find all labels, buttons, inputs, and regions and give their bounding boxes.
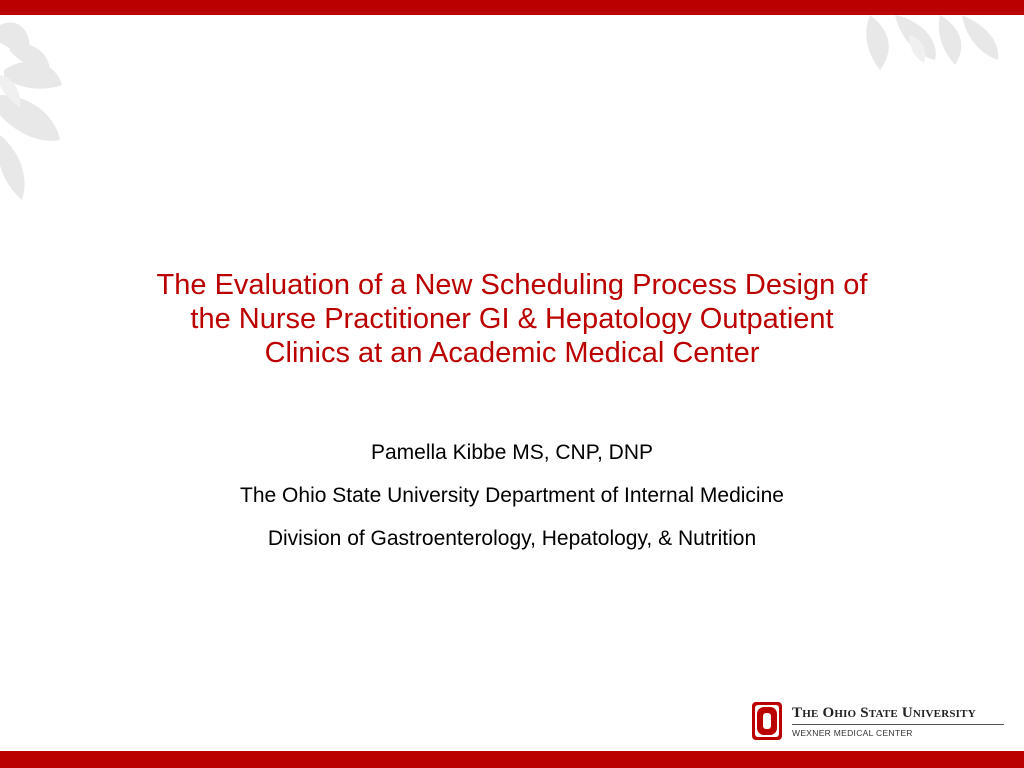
top-accent-bar <box>0 0 1024 15</box>
department-name: The Ohio State University Department of Internal Medicine <box>240 484 784 507</box>
logo-university-name: The Ohio State University <box>792 705 976 721</box>
title-line: The Evaluation of a New Scheduling Process Design of <box>156 269 868 301</box>
logo-center-name: WEXNER MEDICAL CENTER <box>792 728 913 738</box>
division-name: Division of Gastroenterology, Hepatology, & Nutrition <box>267 527 757 550</box>
block-o-icon <box>752 702 782 740</box>
logo-divider <box>792 724 1004 725</box>
osu-wexner-logo <box>752 702 1008 742</box>
title-line: the Nurse Practitioner GI & Hepatology Outpatient <box>190 303 834 335</box>
bottom-accent-bar <box>0 751 1024 768</box>
slide-title <box>60 268 964 370</box>
buckeye-leaf-icon <box>850 15 1024 75</box>
author-name: Pamella Kibbe MS, CNP, DNP <box>370 441 654 464</box>
title-line: Clinics at an Academic Medical Center <box>264 337 760 369</box>
buckeye-leaf-icon <box>0 15 80 205</box>
